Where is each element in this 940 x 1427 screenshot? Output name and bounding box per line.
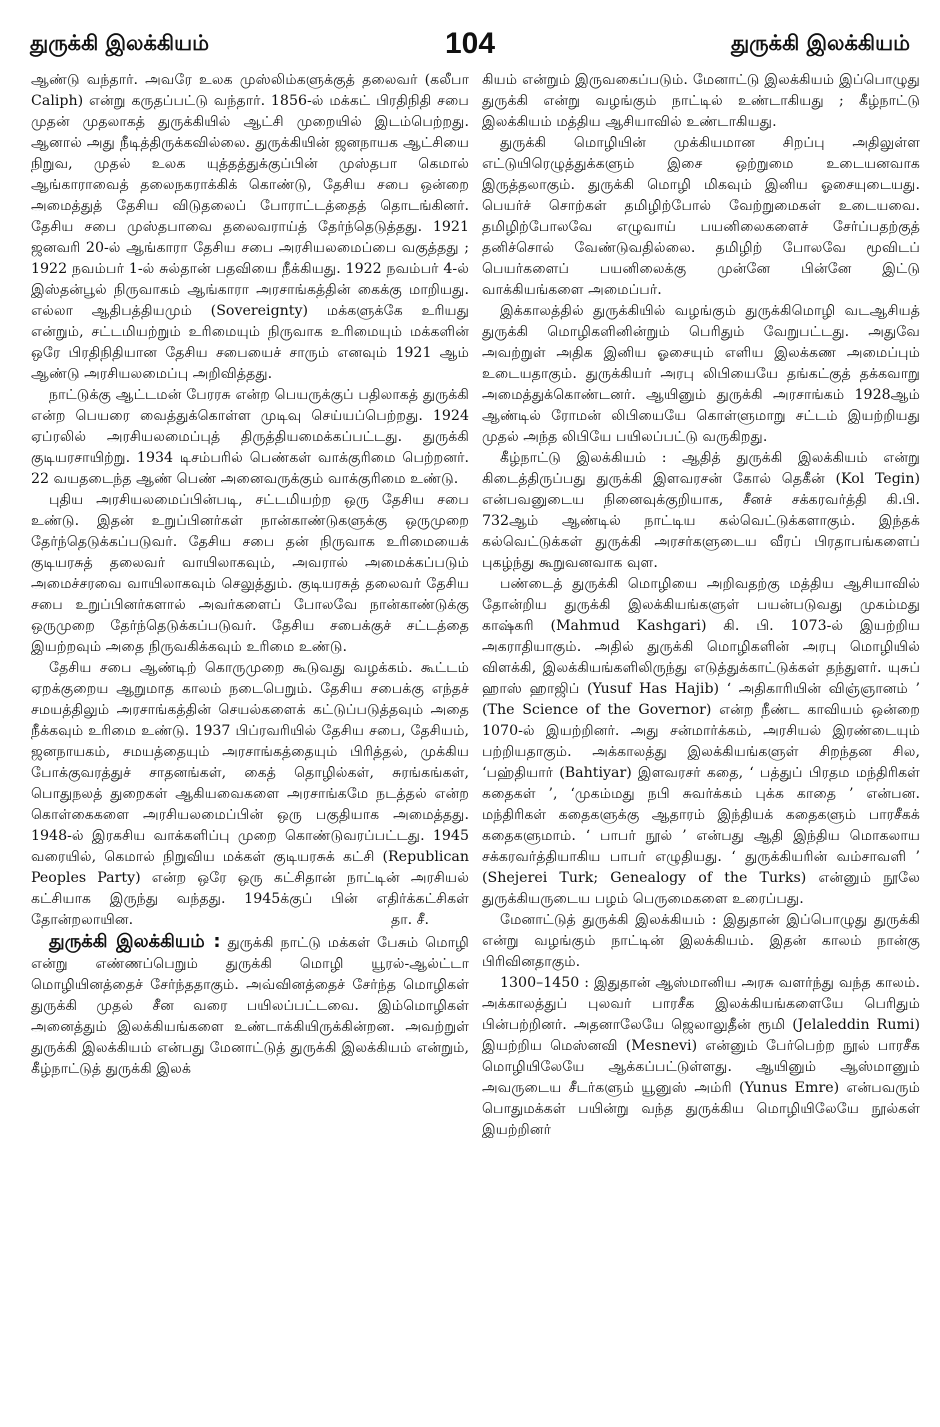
paragraph: கீழ்நாட்டு இலக்கியம் : ஆதித் துருக்கி இலக்கியம் என்று கிடைத்திருப்பது துருக்கி இளவரசன் கோல் தெகீன் (Kol Tegin) என்பவனுடைய நினைவுக்குறியாக, சீனச் சக்கரவர்த்தி கி.பி. 732ஆம் ஆண்டில் நாட்டிய கல்வெட்டுக்களாகும். இந்தக் கல்வெட்டுக்கள் துருக்கி அரசர்களுடைய வீரப் பிரதாபங்களைப் புகழ்ந்து கூறுவனவாக வுள.	[482, 450, 920, 571]
paragraph: தேசிய சபை ஆண்டிற் கொருமுறை கூடுவது வழக்கம். கூட்டம் ஏறக்குறைய ஆறுமாத காலம் நடைபெறும். தேசிய சபைக்கு எந்தச் சமயத்திலும் அரசாங்கத்தின் செயல்களைக் கட்டுப்படுத்தவும் அதை நீக்கவும் உரிமை உண்டு. 1937 பிப்ரவரியில் தேசிய சபை, தேசியம், ஜனநாயகம், சமயத்தையும் அரசாங்கத்தையும் பிரித்தல், முக்கிய போக்குவரத்துச் சாதனங்கள், கைத் தொழில்கள், சுரங்கங்கள், பொதுநலத் துறைகள் ஆகியவைகளை அரசாங்கமே நடத்தல் என்ற கொள்கைகளை அரசியலமைப்பின் ஒரு பகுதியாக அமைத்தது. 1948-ல் இரகசிய வாக்களிப்பு முறை கொண்டுவரப்பட்டது. 1945 வரையில், கெமால் நிறுவிய மக்கள் குடியரசுக் கட்சி (Republican Peoples Party) என்ற ஒரே ஒரு கட்சிதான் நாட்டின் அரசியல் கட்சியாக இருந்து வந்தது. 1945க்குப் பின் எதிர்க்கட்சிகள் தோன்றலாயின.	[31, 660, 469, 928]
left-column	[31, 70, 469, 1080]
page-number: 104	[444, 27, 496, 60]
paragraph: மேனாட்டுத் துருக்கி இலக்கியம் : இதுதான் இப்பொழுது துருக்கி என்று வழங்கும் நாட்டின் இலக்கியம். இதன் காலம் நான்கு பிரிவினதாகும்.	[482, 912, 920, 970]
paragraph: கியம் என்றும் இருவகைப்படும். மேனாட்டு இலக்கியம் இப்பொழுது துருக்கி என்று வழங்கும் நாட்டில் உண்டாகியது ; கீழ்நாட்டு இலக்கியம் மத்திய ஆசியாவில் உண்டாகியது.	[482, 72, 920, 130]
right-column	[482, 70, 920, 1141]
entry-text: துருக்கி நாட்டு மக்கள் பேசும் மொழி என்று எண்ணப்பெறும் துருக்கி மொழி யூரல்-ஆல்ட்டா மொழியினத்தைச் சேர்ந்ததாகும். அவ்வினத்தைச் சேர்ந்த மொழிகள் துருக்கி முதல் சீன வரை பயிலப்பட்டவை. இம்மொழிகள் அனைத்தும் இலக்கியங்களை உண்டாக்கியிருக்கின்றன. அவற்றுள் துருக்கி இலக்கியம் என்பது மேனாட்டுத் துருக்கி இலக்கியம் என்றும், கீழ்நாட்டுத் துருக்கி இலக்	[31, 935, 470, 1077]
paragraph: 1300–1450 : இதுதான் ஆஸ்மானிய அரசு வளர்ந்து வந்த காலம். அக்காலத்துப் புலவர் பாரசீக இலக்கியங்களையே பெரிதும் பின்பற்றினர். அதனாலேயே ஜெலாலுதீன் ரூமி (Jelaleddin Rumi) இயற்றிய மெஸ்னவி (Mesnevi) என்னும் பேர்பெற்ற நூல் பாரசீக மொழியிலேயே ஆக்கப்பட்டுள்ளது. ஆயினும் ஆஸ்மானும் அவருடைய சீடர்களும் யூனுஸ் அம்ரி (Yunus Emre) என்பவரும் பொதுமக்கள் பயின்று வந்த துருக்கிய மொழியிலேயே நூல்கள் இயற்றினர்	[482, 975, 920, 1138]
entry-paragraph	[31, 931, 469, 1080]
paragraph: நாட்டுக்கு ஆட்டமன் பேரரசு என்ற பெயருக்குப் பதிலாகத் துருக்கி என்ற பெயரை வைத்துக்கொள்ள முடிவு செய்யப்பெற்றது. 1924 ஏப்ரலில் அரசியலமைப்புத் திருத்தியமைக்கப்பட்டது. துருக்கி குடியரசாயிற்று. 1934 டிசம்பரில் பெண்கள் வாக்குரிமை பெற்றனர். 22 வயதடைந்த ஆண் பெண் அனைவருக்கும் வாக்குரிமை உண்டு.	[31, 387, 469, 487]
paragraph: ஆண்டு வந்தார். அவரே உலக முஸ்லிம்களுக்குத் தலைவர் (கலீபா Caliph) என்று கருதப்பட்டு வந்தார். 1856-ல் மக்கட் பிரதிநிதி சபை முதன் முதலாகத் துருக்கியில் ஆட்சி முறையில் இடம்பெற்றது. ஆனால் அது நீடித்திருக்கவில்லை. துருக்கியின் ஜனநாயக ஆட்சியை நிறுவ, முதல் உலக யுத்தத்துக்குப்பின் முஸ்தபா கெமால் ஆங்காராவைத் தலைநகராக்கிக் கொண்டு, தேசிய சபை ஒன்றை அமைத்துத் தேசிய விடுதலைப் போராட்டத்தைத் தொடங்கினர். தேசிய சபை முஸ்தபாவை தலைவராய்த் தேர்ந்தெடுத்தது. 1921 ஜனவரி 20-ல் ஆங்காரா தேசிய சபை அரசியலமைப்பை வகுத்தது ; 1922 நவம்பர் 1-ல் சுல்தான் பதவியை நீக்கியது. 1922 நவம்பர் 4-ல் இஸ்தன்பூல் நிருவாகம் ஆங்காரா அரசாங்கத்தின் கைக்கு மாறியது. எல்லா ஆதிபத்தியமும் (Sovereignty) மக்களுக்கே உரியது என்றும், சட்டமியற்றும் உரிமையும் நிருவாக உரிமையும் மக்களின் ஒரே பிரதிநிதியான தேசிய சபையைச் சாரும் எனவும் 1921 ஆம் ஆண்டு அரசியலமைப்பு அறிவித்தது.	[31, 72, 469, 382]
page-header	[30, 22, 910, 66]
paragraph: புதிய அரசியலமைப்பின்படி, சட்டமியற்ற ஒரு தேசிய சபை உண்டு. இதன் உறுப்பினர்கள் நான்காண்டுகளுக்கு ஒருமுறை தேர்ந்தெடுக்கப்படுவர். தேசிய சபை தன் நிருவாக உரிமையைக் குடியரசுத் தலைவர் வாயிலாகவும், அவரால் அமைக்கப்படும் அமைச்சரவை வாயிலாகவும் செலுத்தும். குடியரசுத் தலைவர் தேசிய சபை உறுப்பினர்களால் அவர்களைப் போலவே நான்காண்டுக்கு ஒருமுறை தேர்ந்தெடுக்கப்படுவர். தேசிய சபைக்குச் சட்டத்தை இயற்றவும் அதை நிருவகிக்கவும் உரிமை உண்டு.	[31, 492, 469, 655]
running-title-left: துருக்கி இலக்கியம்	[30, 30, 210, 55]
paragraph: இக்காலத்தில் துருக்கியில் வழங்கும் துருக்கிமொழி வடஆசியத் துருக்கி மொழிகளினின்றும் பெரிதும் வேறுபட்டது. அதுவே அவற்றுள் அதிக இனிய ஓசையும் எளிய இலக்கண அமைப்பும் உடையதாகும். துருக்கியர் அரபு லிபியையே தங்கட்குத் தக்கவாறு அமைத்துக்கொண்டனர். ஆயினும் துருக்கி அரசாங்கம் 1928ஆம் ஆண்டில் ரோமன் லிபியையே கொள்ளுமாறு சட்டம் இயற்றியது முதல் அந்த லிபியே பயிலப்பட்டு வருகிறது.	[482, 303, 920, 445]
running-title-right: துருக்கி இலக்கியம்	[730, 30, 910, 55]
paragraph: பண்டைத் துருக்கி மொழியை அறிவதற்கு மத்திய ஆசியாவில் தோன்றிய துருக்கி இலக்கியங்களுள் பயன்படுவது முகம்மது காஷ்கரி (Mahmud Kashgari) கி. பி. 1073-ல் இயற்றிய அகராதியாகும். அதில் துருக்கி மொழிகளின் அரபு மொழியில் விளக்கி, இலக்கியங்களிலிருந்து எடுத்துக்காட்டுக்கள் தந்துளர். யுசுப் ஹாஸ் ஹாஜிப் (Yusuf Has Hajib) ‘ அதிகாரியின் விஞ்ஞானம் ’ (The Science of the Governor) என்ற நீண்ட காவியம் ஒன்றை 1070-ல் இயற்றினர். அது சன்மார்க்கம், அரசியல் இரண்டையும் பற்றியதாகும். அக்காலத்து இலக்கியங்களுள் சிறந்தன சில, ‘பஹ்தியார் (Bahtiyar) இளவரசர் கதை, ‘ பத்துப் பிரதம மந்திரிகள் கதைகள் ’, ‘முகம்மது நபி சுவர்க்கம் புக்க காதை ’ என்பன. மந்திரிகள் கதைகளுக்கு ஆதாரம் இந்தியக் கதைகளும் பாரசீகக் கதைகளுமாம். ‘ பாபர் நூல் ’ என்பது ஆதி இந்திய மொகலாய சக்கரவர்த்தியாகிய பாபர் எழுதியது. ‘ துருக்கியரின் வம்சாவளி ’ (Shejerei Turk; Genealogy of the Turks) என்னும் நூலே துருக்கியருடைய பழம் பெருமைகளை உரைப்பது.	[482, 576, 920, 907]
author-initials: தா. சீ.	[390, 912, 429, 928]
paragraph: துருக்கி மொழியின் முக்கியமான சிறப்பு அதிலுள்ள எட்டுயிரெழுத்துக்களும் இசை ஒற்றுமை உடையனவாக இருத்தலாகும். துருக்கி மொழி மிகவும் இனிய ஓசையுடையது. பெயர்ச் சொற்கள் தமிழிற்போல் வேற்றுமைகள் உடையவை. தமிழிற்போலவே எழுவாய் பயனிலைகளைச் சேர்ப்பதற்குத் தனிச்சொல் வேண்டுவதில்லை. தமிழிற் போலவே மூவிடப் பெயர்களைப் பயனிலைக்கு முன்னே பின்னே இட்டு வாக்கியங்களை அமைப்பர்.	[482, 135, 920, 298]
entry-heading: துருக்கி இலக்கியம் :	[49, 931, 221, 952]
